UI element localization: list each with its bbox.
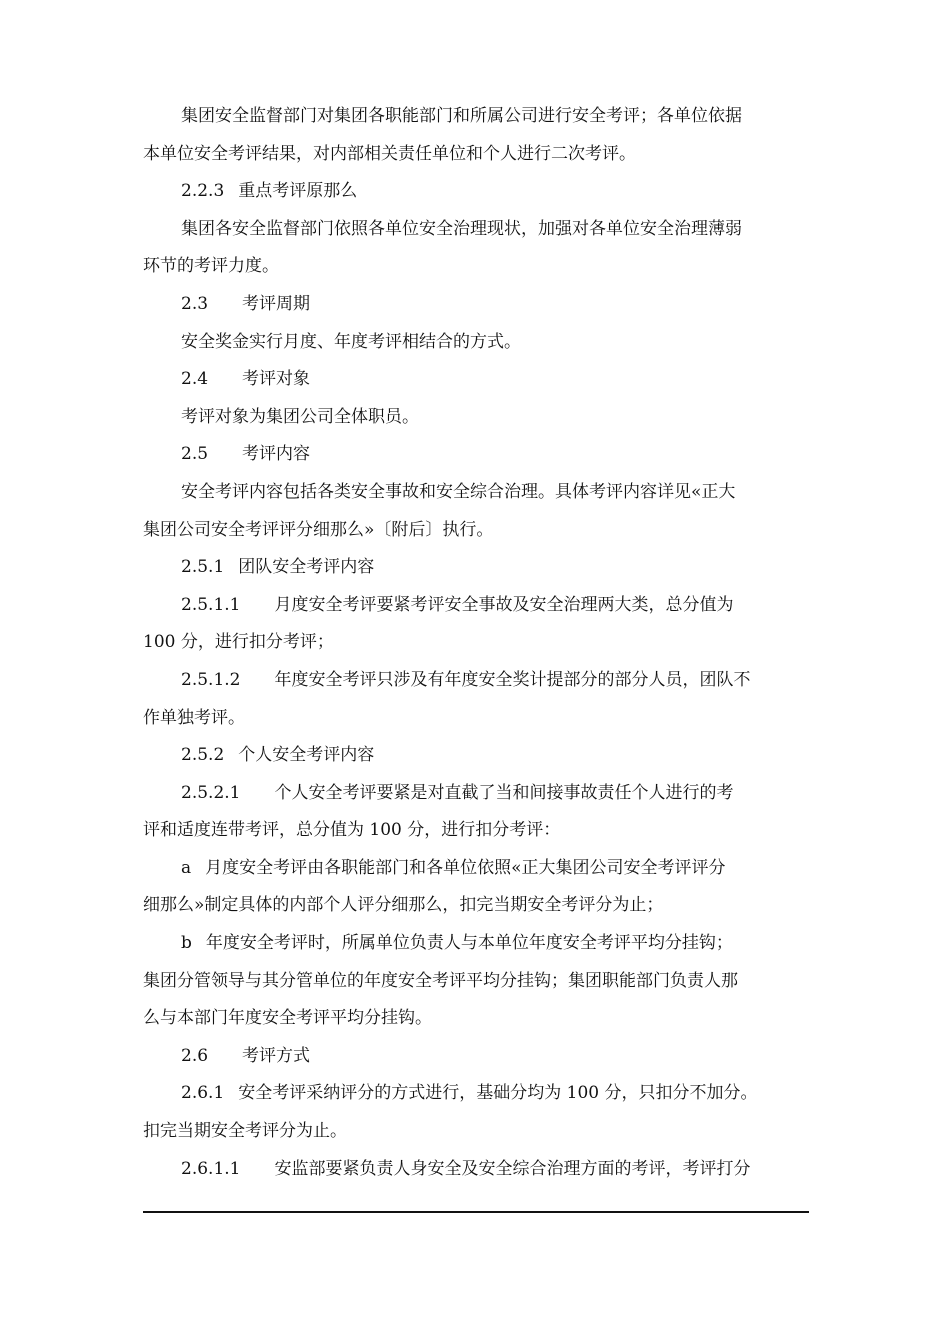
section-number: 2.6.1: [181, 1083, 225, 1104]
section-title: 个人安全考评要紧是对直截了当和间接事故责任个人进行的考: [274, 782, 734, 803]
section-number: 2.5.2.1: [181, 782, 241, 803]
text: 安全奖金实行月度、年度考评相结合的方式。: [181, 331, 521, 352]
section-number: 2.4: [181, 369, 209, 390]
section-title: 月度安全考评要紧考评安全事故及安全治理两大类，总分值为: [274, 594, 734, 615]
section-heading-2-6: [143, 1038, 811, 1076]
list-item-a: [143, 850, 811, 888]
footer-divider: [143, 1211, 809, 1213]
section-heading-2-2-3: [143, 173, 811, 211]
section-heading-2-6-1: [143, 1075, 811, 1113]
section-heading-2-5-2-1: [143, 775, 811, 813]
section-heading-2-4: [143, 361, 811, 399]
text: 作单独考评。: [143, 707, 245, 728]
list-marker: b: [181, 933, 192, 954]
text: 集团公司安全考评评分细那么»〔附后〕执行。: [143, 519, 494, 540]
paragraph-line: [143, 887, 811, 925]
text: 本单位安全考评结果，对内部相关责任单位和个人进行二次考评。: [143, 143, 636, 164]
section-title: 团队安全考评内容: [238, 557, 375, 578]
paragraph-line: [143, 700, 811, 738]
paragraph-line: [143, 474, 811, 512]
list-marker: a: [181, 857, 192, 878]
section-title: 安监部要紧负责人身安全及安全综合治理方面的考评，考评打分: [274, 1158, 751, 1179]
section-title: 安全考评采纳评分的方式进行，基础分均为 100 分，只扣分不加分。: [238, 1083, 758, 1104]
text: 么与本部门年度安全考评平均分挂钩。: [143, 1008, 432, 1029]
paragraph-line: [143, 98, 811, 136]
text: 100 分，进行扣分考评；: [143, 632, 334, 653]
section-number: 2.2.3: [181, 181, 225, 202]
section-number: 2.5.2: [181, 745, 225, 766]
section-heading-2-5-2: [143, 737, 811, 775]
paragraph-line: [143, 399, 811, 437]
section-heading-2-5-1-1: [143, 587, 811, 625]
section-title: 考评周期: [242, 293, 311, 314]
text: 安全考评内容包括各类安全事故和安全综合治理。具体考评内容详见«正大: [181, 481, 736, 502]
list-text: 月度安全考评由各职能部门和各单位依照«正大集团公司安全考评评分: [205, 857, 726, 878]
section-title: 考评方式: [242, 1045, 311, 1066]
paragraph-line: [143, 963, 811, 1001]
paragraph-line: [143, 1113, 811, 1151]
section-number: 2.6.1.1: [181, 1158, 241, 1179]
section-heading-2-3: [143, 286, 811, 324]
section-heading-2-5-1: [143, 549, 811, 587]
text: 环节的考评力度。: [143, 256, 279, 277]
paragraph-line: [143, 248, 811, 286]
section-title: 个人安全考评内容: [238, 745, 375, 766]
paragraph-line: [143, 211, 811, 249]
text: 考评对象为集团公司全体职员。: [181, 406, 419, 427]
section-number: 2.5.1: [181, 557, 225, 578]
paragraph-line: [143, 136, 811, 174]
text: 集团分管领导与其分管单位的年度安全考评平均分挂钩；集团职能部门负责人那: [143, 970, 738, 991]
document-body: [143, 98, 811, 1188]
section-heading-2-6-1-1: [143, 1151, 811, 1189]
text: 集团安全监督部门对集团各职能部门和所属公司进行安全考评；各单位依据: [181, 106, 742, 126]
paragraph-line: [143, 512, 811, 550]
section-title: 考评对象: [242, 369, 311, 390]
section-number: 2.6: [181, 1045, 209, 1066]
paragraph-line: [143, 324, 811, 362]
paragraph-line: [143, 1000, 811, 1038]
text: 集团各安全监督部门依照各单位安全治理现状，加强对各单位安全治理薄弱: [181, 218, 742, 239]
section-title: 考评内容: [242, 444, 311, 465]
section-heading-2-5: [143, 436, 811, 474]
section-number: 2.3: [181, 293, 209, 314]
paragraph-line: [143, 812, 811, 850]
section-title: 重点考评原那么: [238, 181, 358, 202]
section-number: 2.5.1.2: [181, 669, 241, 690]
text: 细那么»制定具体的内部个人评分细那么，扣完当期安全考评分为止；: [143, 895, 664, 916]
section-number: 2.5: [181, 444, 209, 465]
section-number: 2.5.1.1: [181, 594, 241, 615]
paragraph-line: [143, 624, 811, 662]
text: 评和适度连带考评，总分值为 100 分，进行扣分考评：: [143, 820, 561, 841]
section-title: 年度安全考评只涉及有年度安全奖计提部分的部分人员，团队不: [274, 669, 751, 690]
list-text: 年度安全考评时，所属单位负责人与本单位年度安全考评平均分挂钩；: [205, 933, 733, 954]
section-heading-2-5-1-2: [143, 662, 811, 700]
list-item-b: [143, 925, 811, 963]
text: 扣完当期安全考评分为止。: [143, 1121, 347, 1142]
